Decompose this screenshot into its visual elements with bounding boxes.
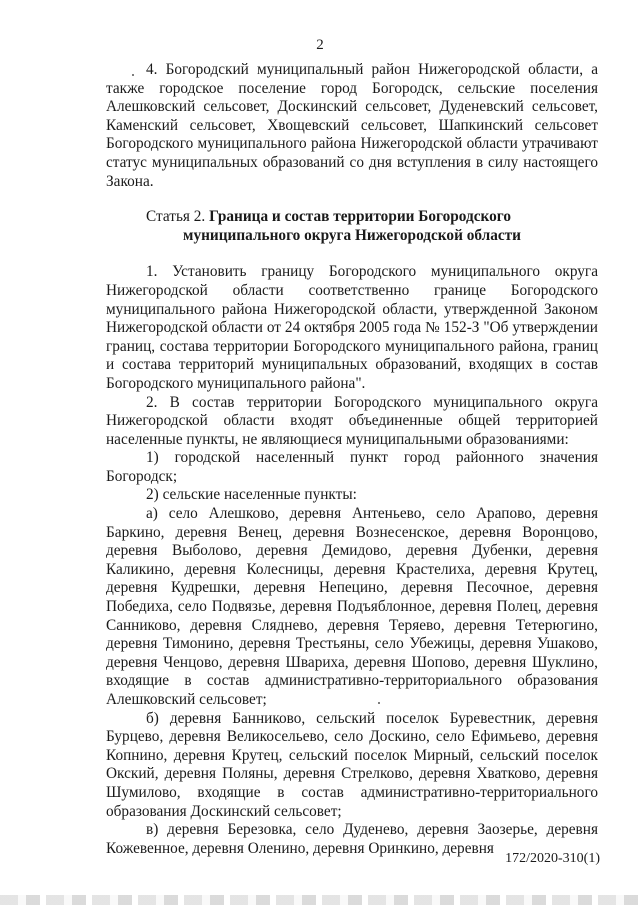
document-code: 172/2020-310(1) <box>505 851 600 866</box>
paragraph-composition: 2. В состав территории Богородского муниципального округа Нижегородской области входят объединенные общей территорией населенные пункты, не являющиеся муниципальными образованиями: <box>106 393 598 448</box>
spacer <box>106 245 598 263</box>
article-title-line-1: Граница и состав территории Богородского <box>209 208 511 226</box>
paragraph-boundary: 1. Установить границу Богородского муниципального округа Нижегородской области соответственно границе Богородского муниципального района Нижегородской области, утвержденной Законом Нижегородской области от 24 октября 2005 года № 152-З "Об утверждении границ, состава территории Богородского муниципального района, границ и состава территорий муниципальных образований, входящих в состав Богородского муниципального района". <box>106 263 598 392</box>
scan-speck <box>378 702 380 704</box>
article-heading <box>106 208 598 227</box>
spacer <box>106 191 598 208</box>
paragraph-doskinsky: б) деревня Банниково, сельский поселок Буревестник, деревня Бурцево, деревня Великосельево, село Доскино, село Ефимьево, деревня Копнино, деревня Крутец, сельский поселок Мирный, сельский поселок Окский, деревня Поляны, деревня Стрелково, деревня Хватково, деревня Шумилово, входящие в состав административно-территориального образования Доскинский сельсовет; <box>106 709 598 820</box>
article-number: Статья 2. <box>146 208 210 226</box>
scan-speck <box>132 74 134 76</box>
paragraph-status-loss: 4. Богородский муниципальный район Нижегородской области, а также городское поселение город Богородск, сельские поселения Алешковский сельсовет, Доскинский сельсовет, Дуденевский сельсовет, Каменский сельсовет, Хвощевский сельсовет, Шапкинский сельсовет Богородского муниципального района Нижегородской области утрачивают статус муниципальных образований со дня вступления в силу настоящего Закона. <box>106 61 598 190</box>
paragraph-rural-intro: 2) сельские населенные пункты: <box>146 486 357 504</box>
document-body <box>106 61 598 858</box>
scan-bottom-edge <box>0 895 640 905</box>
paragraph-city: 1) городской населенный пункт город районного значения Богородск; <box>106 449 598 485</box>
page-number: 2 <box>316 37 324 53</box>
article-title-line-2: муниципального округа Нижегородской области <box>183 226 521 244</box>
paragraph-dudenevsky: в) деревня Березовка, село Дуденево, деревня Заозерье, деревня Кожевенное, деревня Оленино, деревня Оринкино, деревня <box>106 821 598 857</box>
paragraph-aleshkovsky: а) село Алешково, деревня Антеньево, село Арапово, деревня Баркино, деревня Венец, деревня Вознесенское, деревня Воронцово, деревня Выболово, деревня Демидово, деревня Дубенки, деревня Каликино, деревня Колесницы, деревня Крастелиха, деревня Крутец, деревня Кудрешки, деревня Непецино, деревня Песочное, деревня Победиха, село Подвязье, деревня Подъяблонное, деревня Полец, деревня Санниково, деревня Сляднево, деревня Теряево, деревня Тетерюгино, деревня Тимонино, деревня Трестьяны, село Убежицы, деревня Ушаково, деревня Ченцово, деревня Швариха, деревня Шопово, деревня Шуклино, входящие в состав административно-территориального образования Алешковский сельсовет; <box>106 505 598 708</box>
